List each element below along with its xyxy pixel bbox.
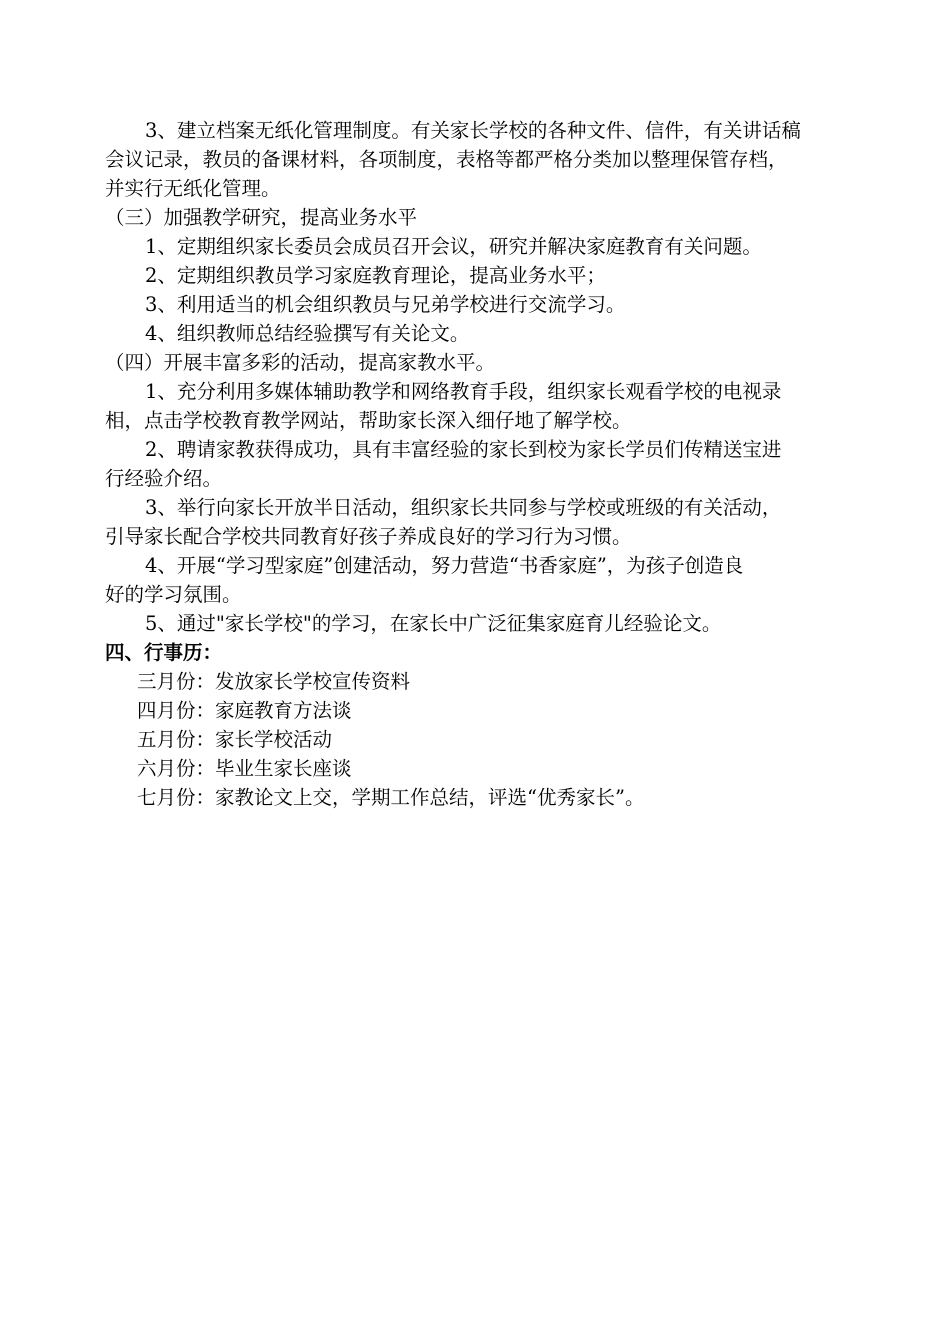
section-4-item-1-line-1: 1、充分利用多媒体辅助教学和网络教育手段，组织家长观看学校的电视录: [145, 380, 782, 403]
section-4-item-4-line-2: 好的学习氛围。: [105, 583, 242, 606]
archive-line-2: 会议记录，教员的备课材料，各项制度，表格等都严格分类加以整理保管存档，: [105, 148, 788, 171]
section-4-item-3: [105, 493, 855, 551]
section-4-heading: （四）开展丰富多彩的活动，提高家教水平。: [105, 351, 496, 374]
section-4-item-4: [105, 551, 855, 609]
section-3-item-2: 2、定期组织教员学习家庭教育理论，提高业务水平；: [145, 264, 606, 287]
section-4-item-2-line-1: 2、聘请家教获得成功，具有丰富经验的家长到校为家长学员们传精送宝进: [145, 438, 782, 461]
calendar-entry-june: 六月份：毕业生家长座谈: [137, 757, 352, 780]
archive-paragraph: [105, 116, 855, 203]
calendar-entry-may: 五月份：家长学校活动: [137, 728, 333, 751]
document-page: [105, 116, 855, 812]
section-4-item-1: [105, 377, 855, 435]
calendar-heading: 四、行事历：: [105, 641, 223, 664]
archive-line-3: 并实行无纸化管理。: [105, 177, 281, 200]
section-4-item-3-line-2: 引导家长配合学校共同教育好孩子养成良好的学习行为习惯。: [105, 525, 632, 548]
section-3-item-3: 3、利用适当的机会组织教员与兄弟学校进行交流学习。: [145, 293, 626, 316]
section-3-item-1: 1、定期组织家长委员会成员召开会议，研究并解决家庭教育有关问题。: [145, 235, 762, 258]
section-4-item-3-line-1: 3、举行向家长开放半日活动，组织家长共同参与学校或班级的有关活动，: [145, 496, 782, 519]
section-4-item-2-line-2: 行经验介绍。: [105, 467, 223, 490]
section-3-item-4: 4、组织教师总结经验撰写有关论文。: [145, 322, 470, 345]
section-4-item-1-line-2: 相，点击学校教育教学网站，帮助家长深入细仔地了解学校。: [105, 409, 632, 432]
section-3-heading: （三）加强教学研究，提高业务水平: [105, 206, 418, 229]
section-4-item-2: [105, 435, 855, 493]
calendar-entry-july: 七月份：家教论文上交，学期工作总结，评选“优秀家长”。: [137, 786, 645, 809]
calendar-entry-march: 三月份：发放家长学校宣传资料: [137, 670, 411, 693]
archive-line-1: 3、建立档案无纸化管理制度。有关家长学校的各种文件、信件，有关讲话稿: [145, 119, 801, 142]
section-4-item-5: 5、通过"家长学校"的学习，在家长中广泛征集家庭育儿经验论文。: [145, 612, 722, 635]
section-4-item-4-line-1: 4、开展“学习型家庭”创建活动，努力营造“书香家庭”，为孩子创造良: [145, 554, 744, 577]
calendar-entry-april: 四月份：家庭教育方法谈: [137, 699, 352, 722]
